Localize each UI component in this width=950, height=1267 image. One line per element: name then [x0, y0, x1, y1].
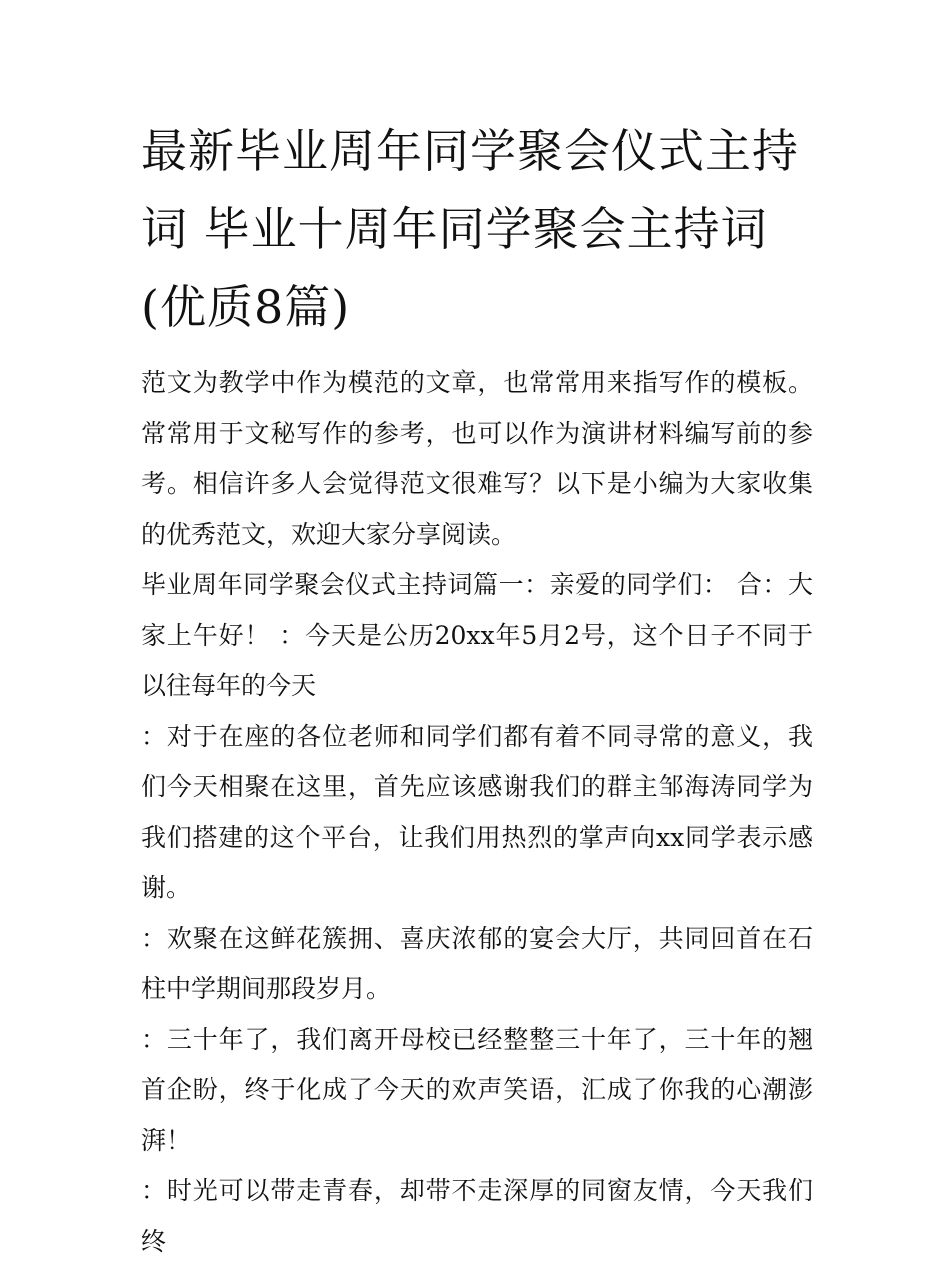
document-body — [141, 112, 813, 1267]
body-paragraph: ：欢聚在这鲜花簇拥、喜庆浓郁的宴会大厅，共同回首在石柱中学期间那段岁月。 — [141, 923, 813, 1003]
body-paragraph: 毕业周年同学聚会仪式主持词篇一：亲爱的同学们： 合：大家上午好！ ：今天是公历20xx年5月2号，这个日子不同于以往每年的今天 — [141, 570, 813, 700]
body-paragraph: ：时光可以带走青春，却带不走深厚的同窗友情，今天我们终 — [141, 1176, 813, 1256]
document-title: 最新毕业周年同学聚会仪式主持词 毕业十周年同学聚会主持词(优质8篇) — [141, 124, 799, 334]
body-paragraph: ：三十年了，我们离开母校已经整整三十年了，三十年的翘首企盼，终于化成了今天的欢声笑语，汇成了你我的心潮澎湃！ — [141, 1024, 813, 1155]
body-paragraph: ：对于在座的各位老师和同学们都有着不同寻常的意义，我们今天相聚在这里，首先应该感谢我们的群主邹海涛同学为我们搭建的这个平台，让我们用热烈的掌声向xx同学表示感谢。 — [141, 721, 813, 902]
intro-paragraph: 范文为教学中作为模范的文章，也常常用来指写作的模板。常常用于文秘写作的参考，也可以作为演讲材料编写前的参考。相信许多人会觉得范文很难写？以下是小编为大家收集的优秀范文，欢迎大家分享阅读。 — [141, 368, 813, 549]
